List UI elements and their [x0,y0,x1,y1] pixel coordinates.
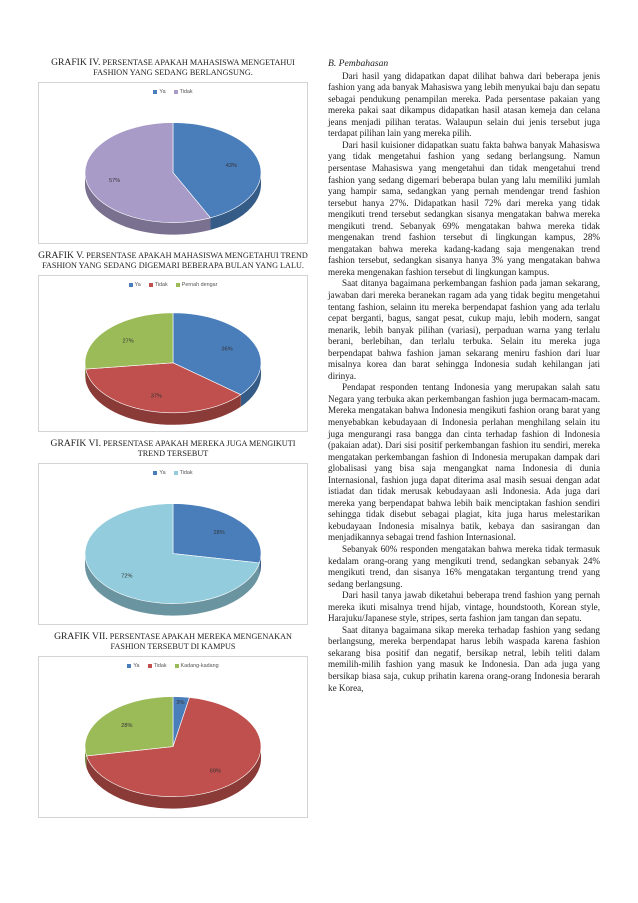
data-label: 28% [121,722,133,729]
data-label: 36% [221,346,233,353]
figure-5 [38,251,308,432]
legend-label: Ya [134,282,141,288]
pie-svg [39,83,307,243]
chart-legend [39,282,307,288]
data-label: 72% [121,573,133,580]
legend-item [176,282,218,288]
figures-column [38,58,308,818]
legend-label: Tidak [179,470,193,476]
legend-label: Ya [159,470,166,476]
legend-label: Ya [133,663,140,669]
pie-svg [39,657,307,817]
legend-swatch [174,90,178,94]
legend-label: Kadang-kadang [180,663,219,669]
paragraph-1: Dari hasil yang didapatkan dapat dilihat bahwa dari beberapa jenis fashion yang ada banyak Mahasiswa yang lebih menyukai baju dan sepatu sebagai pendukung penampilan mereka. Pada persentase pakaian yang mereka pakai saat dikampus didapatkan hasil atasan kemeja dan celana jeans menjadi pilihan teratas. Walaupun selain dui jenis tersebut juga terdapat pilihan lain yang mereka pilih. [328,70,600,139]
paragraph-7: Saat ditanya bagaimana sikap mereka terhadap fashion yang sedang berlangsung, mereka berpendapat harus lebih waspada karena fashion sekarang bisa positif dan negatif, bersikap netral, lebih teliti dalam memilih-milih fashion yang masuk ke Indonesia. Dan ada juga yang bersikap biasa saja, cukup prihatin karena orang-orang Indonesia berarah ke Korea, [328,624,600,693]
figure-4 [38,58,308,244]
paragraph-5: Sebanyak 60% responden mengatakan bahwa mereka tidak termasuk kedalam orang-orang yang mengikuti trend, sedangkan sebanyak 24% mengikuti trend, dan sisanya 16% mengatakan tergantung trend yang sedang berlangsung. [328,544,600,589]
legend-item [153,470,165,476]
data-label: 69% [209,768,221,775]
legend-item [149,282,168,288]
legend-swatch [127,664,131,668]
figure-caption: GRAFIK V. PERSENTASE APAKAH MAHASISWA MENGETAHUI TREND FASHION YANG SEDANG DIGEMARI BEBERAPA BULAN YANG LALU. [38,250,308,270]
data-label: 28% [213,529,225,536]
legend-swatch [176,283,180,287]
data-label: 3% [176,699,185,706]
paragraph-3: Saat ditanya bagaimana perkembangan fashion pada jaman sekarang, jawaban dari mereka beranekan ragam ada yang tidak begitu mengetahui tentang fashion, selainn itu mereka berpendapat fashion yang ada terlalu cepat berganti, bagus, sangat pesat, cukup maju, lebih modern, sangat menarik, lebih banyak pilihan (variasi), perpaduan warna yang terlalu berani, berlebihan, dan terlalu terbuka. Selain itu mereka juga berpendapat bahwa fashion jaman sekarang meniru fashion dari luar misalnya korea dan barat sehingga Indonesia sudah kehilangan jati dirinya. [328,278,600,381]
figure-7 [38,632,308,818]
chart-legend [39,89,307,95]
pie-chart-6 [38,463,308,625]
data-label: 43% [225,163,238,170]
legend-label: Tidak [154,282,168,288]
paragraph-6: Dari hasil tanya jawab diketahui beberapa trend fashion yang pernah mereka ikuti misalnya trend hijab, vintage, houndstooth, Korean style, Harajuku/Japanese style, stripes, serta fashion jam tangan dan sepatu. [328,590,600,624]
legend-label: Tidak [179,89,193,95]
legend-label: Ya [159,89,166,95]
pie-svg [39,464,307,624]
section-heading: B. Pembahasan [328,58,389,69]
legend-swatch [174,471,178,475]
text-column [328,58,600,694]
data-label: 27% [122,338,134,345]
legend-item [174,470,193,476]
pie-chart-5 [38,275,308,432]
figure-caption: GRAFIK VI. PERSENTASE APAKAH MEREKA JUGA MENGIKUTI TREND TERSEBUT [50,438,296,458]
legend-item [153,89,165,95]
figure-caption: GRAFIK IV. PERSENTASE APAKAH MAHASISWA MENGETAHUI FASHION YANG SEDANG BERLANGSUNG. [51,57,295,77]
legend-swatch [149,283,153,287]
pie-svg [39,276,307,431]
legend-item [129,282,141,288]
legend-label: Tidak [153,663,167,669]
figure-6 [38,439,308,625]
paragraph-2: Dari hasil kuisioner didapatkan suatu fakta bahwa banyak Mahasiswa yang tidak mengetahui fashion yang sedang berlangsung. Namun persentase Mahasiswa yang mengetahui dan tidak mengetahui trend fashion yang sedang digemari beberapa bulan yang lalu memiliki jumlah yang hampir sama, sedangkan yang pernah mendengar trend fashion tersebut hanya 27%. Didapatkan hasil 72% dari mereka yang tidak mengikuti trend tersebut sedangkan sisanya mengatakan bahwa mereka mengikuti trend. Sebanyak 69% mengatakan bahwa mereka tidak mengenakan trend fashion tersebut di lingkungan kampus, 28% mengatakan bahwa mereka kadang-kadang saja mengenakan trend fashion tersebut, sedangkan sisanya hanya 3% yang mengatakan bahwa mereka mengenakan fashion tersebut di lingkungan kampus. [328,139,600,277]
chart-legend [39,470,307,476]
pie-chart-7 [38,656,308,818]
data-label: 37% [150,393,162,400]
legend-item [148,663,167,669]
legend-item [127,663,139,669]
legend-item [174,89,193,95]
figure-caption: GRAFIK VII. PERSENTASE APAKAH MEREKA MENGENAKAN FASHION TERSEBUT DI KAMPUS [54,631,292,651]
pie-chart-4 [38,82,308,244]
paragraph-4: Pendapat responden tentang Indonesia yang merupakan salah satu Negara yang terbuka akan perkembangan fashion juga bermacam-macam. Mereka mengatakan bahwa Indonesia mengikuti fashion orang barat yang menyebabkan kebudayaan di Indonesia perlahan menghilang selain itu juga mengurangi rasa bangga dan cinta terhadap fashion di Indonesia (pakaian adat). Dari sisi positif perkembangan fashion itu sendiri, mereka mengatakan perkembangan fashion di Indonesia merupakan dampak dari globalisasi yang bisa saja mengangkat nama Indonesia di dunia Internasional, fashion juga dapat diterima asal masih sesuai dengan adat istiadat dan tidak merusak kebudayaan asli Indonesia. Ada juga dari mereka yang berpendapat bahwa lebih baik menciptakan fashion sendiri sehingga tidak disebut sebagai plagiat, kita juga harus melestarikan kebudayaan Indonesia misalnya batik, kebaya dan sasirangan dan menjadikannya sebagai trend fashion Internasional. [328,382,600,543]
legend-swatch [129,283,133,287]
legend-swatch [175,664,179,668]
legend-swatch [153,90,157,94]
legend-item [175,663,219,669]
legend-swatch [148,664,152,668]
data-label: 57% [108,178,121,185]
chart-legend [39,663,307,669]
legend-label: Pernah dengar [181,282,218,288]
legend-swatch [153,471,157,475]
